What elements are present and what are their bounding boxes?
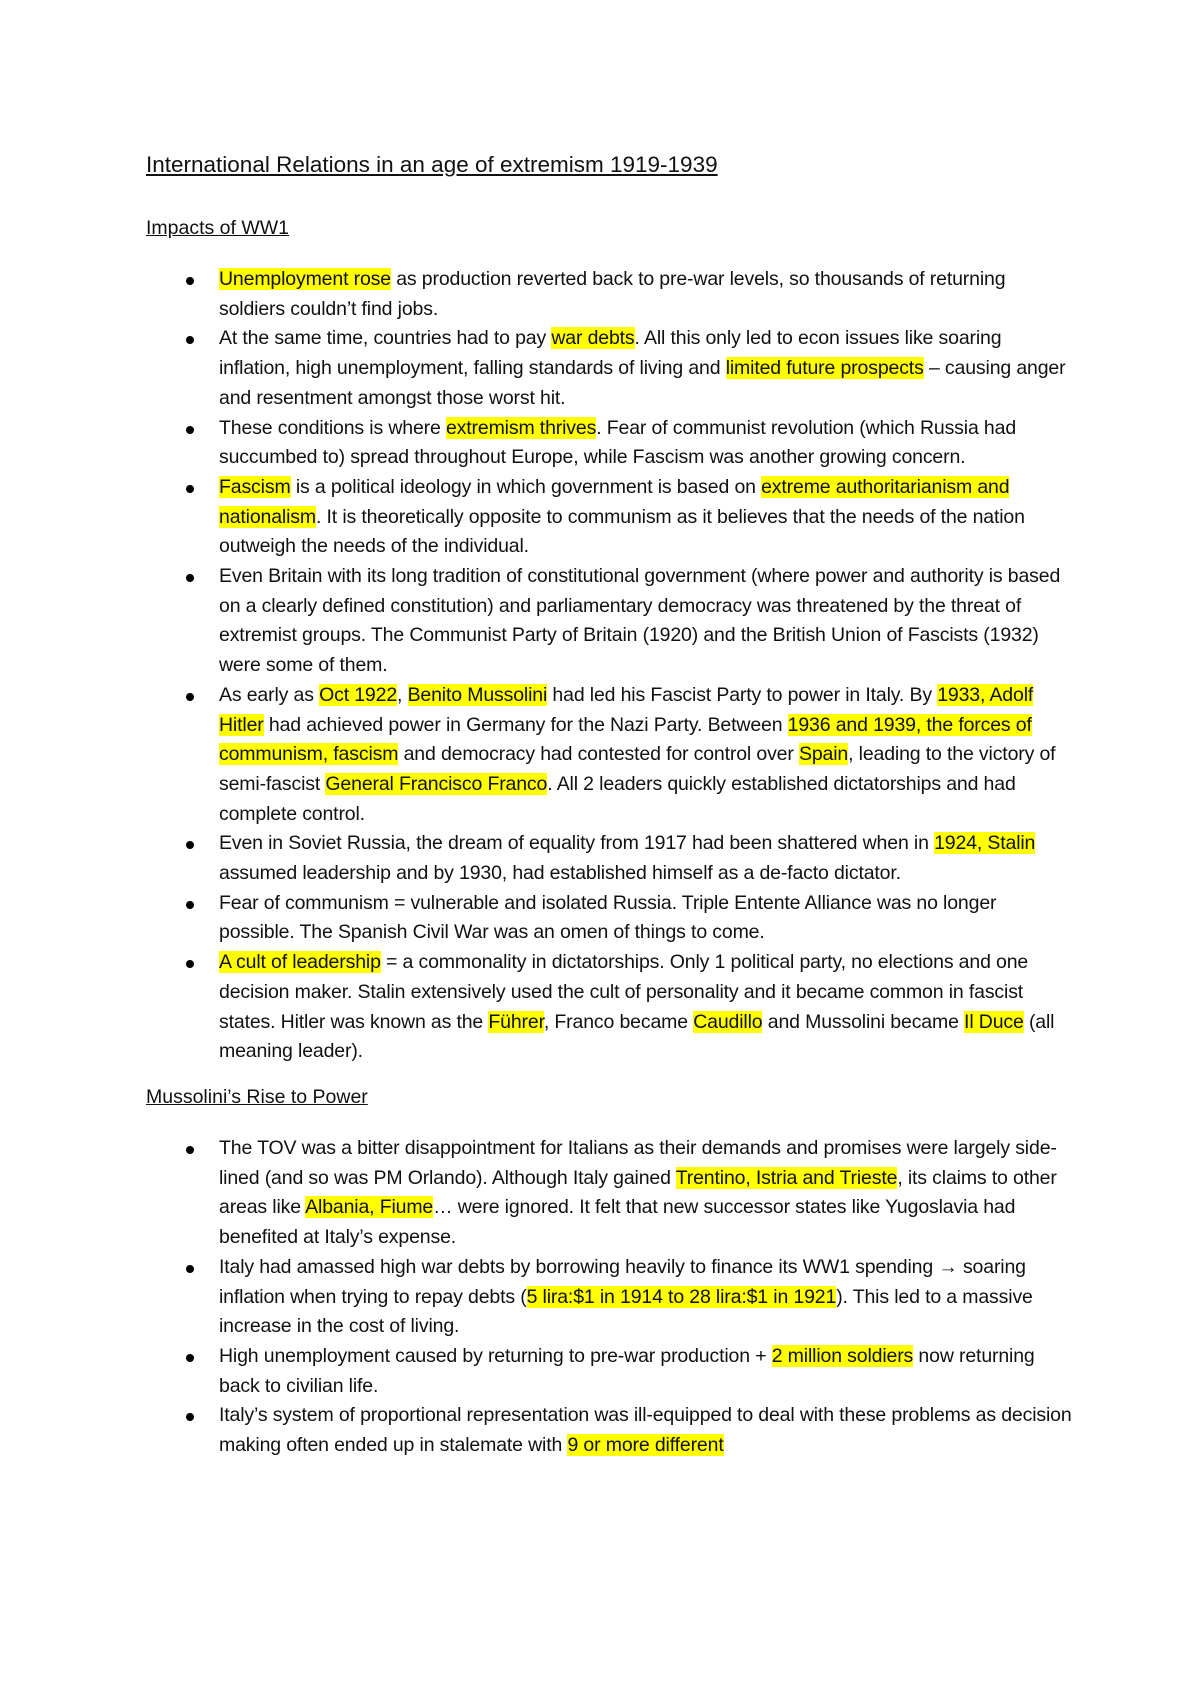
highlighted-text: Caudillo bbox=[693, 1010, 763, 1033]
list-item bbox=[146, 889, 1076, 948]
body-text: – causing anger and resentment amongst those worst hit. bbox=[219, 357, 1066, 409]
highlighted-text: A cult of leadership bbox=[219, 951, 381, 974]
highlighted-text: Spain bbox=[799, 743, 849, 766]
highlighted-text: Il Duce bbox=[964, 1010, 1024, 1033]
body-text: High unemployment caused by returning to pre-war production + bbox=[219, 1344, 772, 1367]
bullet-list bbox=[146, 265, 1076, 1067]
body-text: Italy had amassed high war debts by borrowing heavily to finance its WW1 spending → soaring inflation when trying to repay debts ( bbox=[219, 1255, 1026, 1308]
body-text: Fear of communism = vulnerable and isolated Russia. Triple Entente Alliance was no longer possible. The Spanish Civil War was an omen of things to come. bbox=[219, 891, 997, 944]
highlighted-text: Albania, Fiume bbox=[305, 1196, 434, 1219]
highlighted-text: General Francisco Franco bbox=[325, 772, 548, 795]
highlighted-text: extremism thrives bbox=[445, 416, 597, 439]
body-text: … were ignored. It felt that new successor states like Yugoslavia had benefited at Italy’s expense. bbox=[219, 1196, 1016, 1249]
body-text: . All 2 leaders quickly established dictatorships and had complete control. bbox=[219, 772, 1016, 825]
bullet-icon bbox=[186, 336, 194, 344]
body-text: now returning back to civilian life. bbox=[219, 1344, 1035, 1397]
body-text: At the same time, countries had to pay bbox=[219, 327, 552, 350]
bullet-icon bbox=[186, 693, 194, 701]
body-text: had achieved power in Germany for the Nazi Party. Between bbox=[263, 713, 788, 736]
bullet-icon bbox=[186, 277, 194, 285]
section-heading: Impacts of WW1 bbox=[146, 217, 290, 239]
highlighted-text: Benito Mussolini bbox=[407, 683, 548, 706]
body-text: Even Britain with its long tradition of constitutional government (where power and authority is based on a clearly defined constitution) and parliamentary democracy was threatened by the threat of extremist groups. The Communist Party of Britain (1920) and the British Union of Fascists (1932) were some of them. bbox=[219, 565, 1061, 677]
list-item bbox=[146, 324, 1076, 413]
section-impacts-of-ww1 bbox=[146, 214, 1076, 1067]
list-item bbox=[146, 829, 1076, 888]
highlighted-text: Fascism bbox=[219, 475, 291, 498]
body-text: , leading to the victory of semi-fascist bbox=[219, 743, 1056, 795]
list-item bbox=[146, 948, 1076, 1067]
section-mussolini-rise-to-power bbox=[146, 1083, 1076, 1461]
body-text: . All this only led to econ issues like soaring inflation, high unemployment, falling standards of living and bbox=[219, 327, 1002, 380]
bullet-icon bbox=[186, 426, 194, 434]
body-text: assumed leadership and by 1930, had established himself as a de-facto dictator. bbox=[219, 862, 901, 885]
bullet-icon bbox=[186, 960, 194, 968]
bullet-icon bbox=[186, 1265, 194, 1273]
body-text: , bbox=[397, 683, 408, 706]
list-item bbox=[146, 265, 1076, 324]
body-text: . It is theoretically opposite to communism as it believes that the needs of the nation outweigh the needs of the individual. bbox=[219, 505, 1025, 558]
body-text: , its claims to other areas like bbox=[219, 1166, 1057, 1219]
list-item bbox=[146, 562, 1076, 681]
highlighted-text: 2 million soldiers bbox=[771, 1344, 914, 1367]
body-text: . Fear of communist revolution (which Russia had succumbed to) spread throughout Europe, while Fascism was another growing concern. bbox=[219, 416, 1017, 469]
list-item bbox=[146, 473, 1076, 562]
highlighted-text: 9 or more different bbox=[567, 1434, 724, 1457]
body-text: and democracy had contested for control over bbox=[398, 743, 799, 766]
document-title: International Relations in an age of extremism 1919-1939 bbox=[146, 152, 718, 177]
highlighted-text: limited future prospects bbox=[725, 357, 924, 380]
highlighted-text: 1933, Adolf Hitler bbox=[219, 683, 1034, 736]
body-text: ). This led to a massive increase in the cost of living. bbox=[219, 1285, 1033, 1338]
body-text: (all meaning leader). bbox=[219, 1010, 1055, 1063]
list-item bbox=[146, 681, 1076, 830]
highlighted-text: war debts bbox=[551, 327, 635, 350]
body-text: had led his Fascist Party to power in Italy. By bbox=[547, 683, 938, 706]
list-item bbox=[146, 1134, 1076, 1253]
highlighted-text: Oct 1922 bbox=[319, 683, 398, 706]
highlighted-text: extreme authoritarianism and nationalism bbox=[219, 475, 1010, 528]
body-text: is a political ideology in which government is based on bbox=[290, 475, 762, 498]
body-text: Italy’s system of proportional representation was ill-equipped to deal with these problems as decision making often ended up in stalemate with bbox=[219, 1404, 1072, 1457]
bullet-icon bbox=[186, 1146, 194, 1154]
bullet-list bbox=[146, 1134, 1076, 1461]
highlighted-text: Unemployment rose bbox=[219, 268, 391, 290]
bullet-icon bbox=[186, 841, 194, 849]
highlighted-text: 1924, Stalin bbox=[934, 832, 1036, 855]
highlighted-text: 5 lira:$1 in 1914 to 28 lira:$1 in 1921 bbox=[526, 1285, 837, 1308]
bullet-icon bbox=[186, 901, 194, 909]
body-text: Even in Soviet Russia, the dream of equality from 1917 had been shattered when in bbox=[219, 832, 935, 855]
highlighted-text: Führer bbox=[488, 1010, 544, 1033]
body-text: and Mussolini became bbox=[762, 1010, 965, 1033]
list-item bbox=[146, 414, 1076, 473]
section-heading: Mussolini’s Rise to Power bbox=[146, 1085, 368, 1108]
highlighted-text: Trentino, Istria and Trieste bbox=[675, 1166, 898, 1189]
body-text: , Franco became bbox=[543, 1010, 694, 1033]
bullet-icon bbox=[186, 1354, 194, 1362]
bullet-icon bbox=[186, 485, 194, 493]
document-page bbox=[146, 150, 1076, 1473]
body-text: = a commonality in dictatorships. Only 1 political party, no elections and one decision maker. Stalin extensively used the cult of personality and it became common in fascist states. Hitler was known as the bbox=[219, 951, 1029, 1033]
body-text: as production reverted back to pre-war levels, so thousands of returning soldiers couldn’t find jobs. bbox=[219, 268, 1006, 320]
highlighted-text: 1936 and 1939, the forces of communism, fascism bbox=[219, 713, 1032, 766]
list-item bbox=[146, 1401, 1076, 1460]
body-text: As early as bbox=[219, 683, 320, 706]
bullet-icon bbox=[186, 1413, 194, 1421]
list-item bbox=[146, 1253, 1076, 1342]
bullet-icon bbox=[186, 574, 194, 582]
list-item bbox=[146, 1342, 1076, 1401]
body-text: These conditions is where bbox=[219, 416, 446, 439]
body-text: The TOV was a bitter disappointment for Italians as their demands and promises were largely side-lined (and so was PM Orlando). Although Italy gained bbox=[219, 1136, 1057, 1189]
